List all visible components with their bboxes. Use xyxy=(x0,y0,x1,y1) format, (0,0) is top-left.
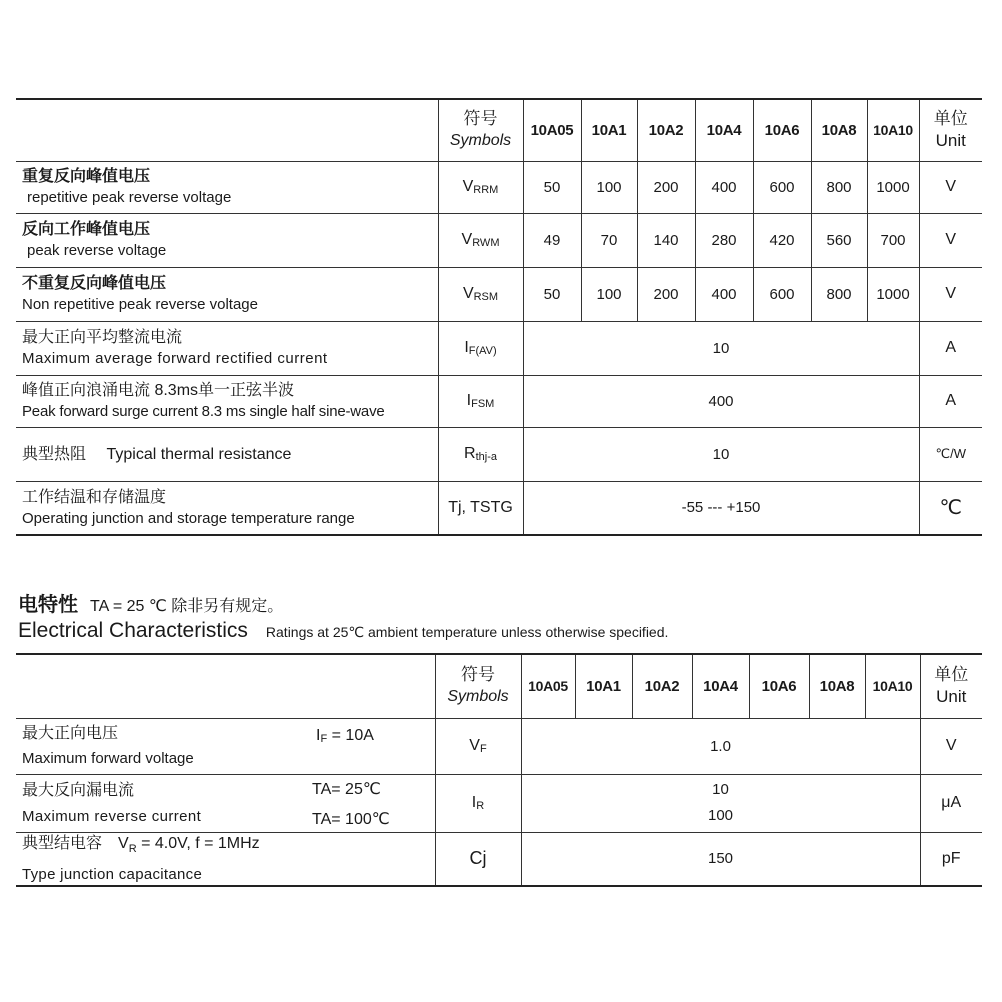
unit-en: Unit xyxy=(935,131,966,151)
unit-cell: V xyxy=(919,161,982,213)
table-row xyxy=(16,267,982,321)
header-unit-cell xyxy=(920,654,982,718)
cond-symbol: I xyxy=(316,726,321,744)
value-cell: 800 xyxy=(811,267,867,321)
cond-symbol: V xyxy=(118,834,129,852)
value-cell: 400 xyxy=(695,267,753,321)
header-unit-cell xyxy=(919,99,982,161)
param-cn: 反向工作峰值电压 xyxy=(22,221,151,238)
unit-cell: V xyxy=(919,267,982,321)
model-header: 10A2 xyxy=(632,654,692,718)
cond-value: = 10A xyxy=(327,726,374,744)
model-header: 10A6 xyxy=(749,654,809,718)
max-ratings-table xyxy=(16,98,982,536)
symbol-cell xyxy=(438,161,523,213)
param-cell xyxy=(16,267,438,321)
symbol-subscript: F xyxy=(479,743,487,755)
cond-subscript: R xyxy=(128,842,137,855)
param-cell xyxy=(16,427,438,481)
unit-cell: pF xyxy=(920,832,982,886)
symbol-en: Symbols xyxy=(447,688,509,706)
param-cell xyxy=(16,481,438,535)
symbol-letter: V xyxy=(462,178,474,195)
value-cell: 420 xyxy=(753,213,811,267)
unit-cell: ℃ xyxy=(919,481,982,535)
cond-value: = 4.0V, f = 1MHz xyxy=(136,834,260,852)
param-cn: 典型热阻 xyxy=(22,445,87,463)
param-en: peak reverse voltage xyxy=(27,242,167,259)
symbol-subscript: F(AV) xyxy=(468,345,497,357)
param-en: Non repetitive peak reverse voltage xyxy=(22,296,258,313)
param-en: Typical thermal resistance xyxy=(106,445,292,463)
unit-en: Unit xyxy=(936,687,967,707)
unit-cell: μA xyxy=(920,774,982,832)
unit-cell: ℃/W xyxy=(919,427,982,481)
param-cell xyxy=(16,774,435,832)
param-cn: 不重复反向峰值电压 xyxy=(22,275,167,292)
unit-cn: 单位 xyxy=(933,109,968,129)
header-param-cell xyxy=(16,654,435,718)
model-header: 10A05 xyxy=(523,99,581,161)
unit-cell: V xyxy=(920,718,982,774)
electrical-characteristics-table xyxy=(16,653,982,887)
table-header-row xyxy=(16,654,982,718)
value-cell: 1000 xyxy=(867,267,919,321)
table-row xyxy=(16,161,982,213)
param-cn: 最大正向平均整流电流 xyxy=(22,329,183,346)
symbol-letter: I xyxy=(464,339,469,356)
model-header: 10A2 xyxy=(637,99,695,161)
unit-cn: 单位 xyxy=(934,665,969,685)
param-cell xyxy=(16,375,438,427)
param-en: repetitive peak reverse voltage xyxy=(27,189,232,206)
model-header: 10A05 xyxy=(521,654,575,718)
value-cell: 1000 xyxy=(867,161,919,213)
table-row xyxy=(16,427,982,481)
value-cell: 100 xyxy=(581,267,637,321)
symbol-en: Symbols xyxy=(449,132,512,150)
symbol-cell xyxy=(438,427,523,481)
section-title-cn xyxy=(18,588,283,617)
value-line: 10 xyxy=(712,781,729,798)
model-header: 10A6 xyxy=(753,99,811,161)
param-cell xyxy=(16,718,435,774)
param-en: Type junction capacitance xyxy=(22,865,203,883)
symbol-letter: I xyxy=(471,794,477,811)
symbol-cell xyxy=(438,213,523,267)
symbol-cell xyxy=(438,267,523,321)
value-cell: 100 xyxy=(581,161,637,213)
param-en: Peak forward surge current 8.3 ms single half sine-wave xyxy=(22,403,385,420)
title-cn-text: 电特性 xyxy=(18,594,78,616)
value-line: 100 xyxy=(707,807,734,824)
param-cn: 最大正向电压 xyxy=(22,725,119,742)
unit-cell: V xyxy=(919,213,982,267)
header-symbol-cell xyxy=(438,99,523,161)
model-header: 10A8 xyxy=(809,654,865,718)
title-cn-note: TA = 25 ℃ 除非另有规定。 xyxy=(90,598,284,615)
header-param-cell xyxy=(16,99,438,161)
symbol-subscript: RSM xyxy=(473,291,499,303)
symbol-cell: Tj, TSTG xyxy=(438,481,523,535)
value-cell: 600 xyxy=(753,267,811,321)
param-cn: 工作结温和存储温度 xyxy=(22,488,167,506)
value-cell: 1.0 xyxy=(521,718,920,774)
param-en: Maximum forward voltage xyxy=(22,750,194,767)
param-cn: 最大反向漏电流 xyxy=(22,781,135,799)
value-cell: 700 xyxy=(867,213,919,267)
param-cn: 重复反向峰值电压 xyxy=(22,168,151,185)
table-row xyxy=(16,832,982,886)
table-row xyxy=(16,481,982,535)
value-cell: 70 xyxy=(581,213,637,267)
value-cell: -55 --- +150 xyxy=(523,481,919,535)
symbol-cn: 符号 xyxy=(463,109,498,129)
symbol-subscript: RWM xyxy=(472,237,500,249)
unit-cell: A xyxy=(919,321,982,375)
value-cell: 50 xyxy=(523,161,581,213)
value-cell: 50 xyxy=(523,267,581,321)
symbol-cell xyxy=(438,321,523,375)
table-row xyxy=(16,774,982,832)
model-header: 10A10 xyxy=(867,99,919,161)
title-en-text: Electrical Characteristics xyxy=(18,619,248,642)
param-en: Maximum average forward rectified current xyxy=(22,350,328,367)
value-cell: 200 xyxy=(637,267,695,321)
param-cell xyxy=(16,161,438,213)
title-en-note: Ratings at 25℃ ambient temperature unless otherwise specified. xyxy=(265,624,669,640)
symbol-cell xyxy=(435,774,521,832)
param-en: Maximum reverse current xyxy=(22,807,202,825)
cond-subscript: F xyxy=(320,732,328,745)
symbol-subscript: RRM xyxy=(473,184,499,196)
value-cell: 560 xyxy=(811,213,867,267)
model-header: 10A10 xyxy=(865,654,920,718)
symbol-cell xyxy=(435,718,521,774)
value-cell: 49 xyxy=(523,213,581,267)
model-header: 10A8 xyxy=(811,99,867,161)
value-cell: 600 xyxy=(753,161,811,213)
condition-text xyxy=(118,834,260,855)
table-row xyxy=(16,718,982,774)
symbol-letter: V xyxy=(469,737,480,754)
symbol-subscript: FSM xyxy=(471,398,495,410)
table-row xyxy=(16,375,982,427)
symbol-cell xyxy=(438,375,523,427)
unit-cell: A xyxy=(919,375,982,427)
model-header: 10A1 xyxy=(581,99,637,161)
param-cn-text: 典型结电容 xyxy=(22,834,103,852)
value-cell: 280 xyxy=(695,213,753,267)
symbol-subscript: R xyxy=(476,800,485,812)
value-cell: 400 xyxy=(523,375,919,427)
param-en: Operating junction and storage temperature range xyxy=(22,509,355,527)
model-header: 10A4 xyxy=(695,99,753,161)
param-cell xyxy=(16,321,438,375)
param-cell xyxy=(16,213,438,267)
param-cell xyxy=(16,832,435,886)
value-cell: 800 xyxy=(811,161,867,213)
header-symbol-cell xyxy=(435,654,521,718)
param-cn xyxy=(22,833,435,860)
table-row xyxy=(16,213,982,267)
symbol-cell: Cj xyxy=(435,832,521,886)
symbol-letter: I xyxy=(466,392,472,409)
param-cn: 峰值正向浪涌电流 8.3ms单一正弦半波 xyxy=(22,382,295,399)
condition-text xyxy=(316,725,374,750)
value-cell: 10 xyxy=(523,427,919,481)
value-cell: 150 xyxy=(521,832,920,886)
value-cell: 10 xyxy=(523,321,919,375)
table-header-row xyxy=(16,99,982,161)
symbol-letter: R xyxy=(464,445,476,462)
model-header: 10A1 xyxy=(575,654,632,718)
symbol-letter: V xyxy=(462,285,474,302)
model-header: 10A4 xyxy=(692,654,749,718)
symbol-cn: 符号 xyxy=(461,665,495,685)
table-row xyxy=(16,321,982,375)
value-cell: 140 xyxy=(637,213,695,267)
value-cell: 200 xyxy=(637,161,695,213)
symbol-subscript: thj-a xyxy=(475,451,497,463)
condition-text: TA= 25℃ xyxy=(312,780,381,798)
symbol-letter: V xyxy=(461,231,473,248)
section-title-en xyxy=(18,619,668,643)
value-cell xyxy=(521,774,920,832)
condition-text: TA= 100℃ xyxy=(312,810,390,828)
value-cell: 400 xyxy=(695,161,753,213)
